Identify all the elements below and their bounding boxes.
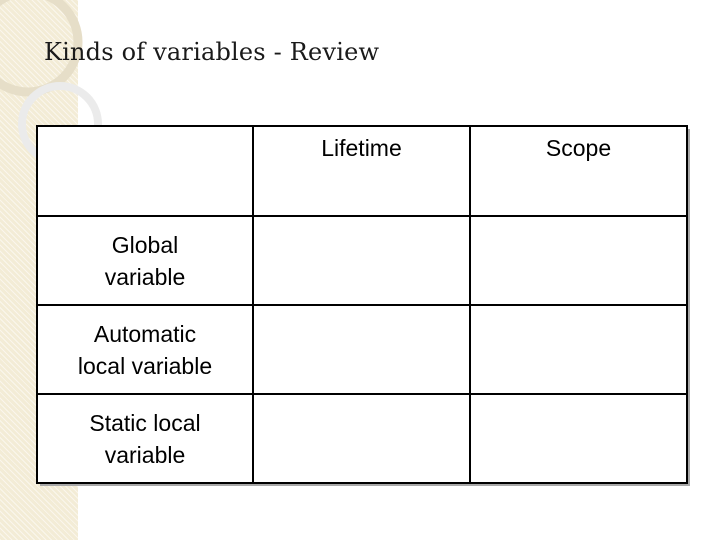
- header-cell-scope: Scope: [470, 126, 687, 216]
- lifetime-cell: [253, 305, 470, 394]
- slide-title: Kinds of variables - Review: [44, 38, 380, 66]
- row-label-cell: [37, 305, 253, 394]
- header-cell-empty: [37, 126, 253, 216]
- lifetime-cell: [253, 394, 470, 483]
- table-row: [37, 216, 687, 305]
- scope-cell: [470, 216, 687, 305]
- variables-table: [36, 125, 688, 484]
- table-header-row: [37, 126, 687, 216]
- header-cell-lifetime: Lifetime: [253, 126, 470, 216]
- table-row: [37, 394, 687, 483]
- scope-cell: [470, 394, 687, 483]
- row-label-cell: [37, 394, 253, 483]
- lifetime-cell: [253, 216, 470, 305]
- row-label-static-local-variable: Static local variable: [89, 409, 201, 468]
- table-row: [37, 305, 687, 394]
- row-label-cell: [37, 216, 253, 305]
- row-label-global-variable: Global variable: [104, 231, 186, 290]
- scope-cell: [470, 305, 687, 394]
- row-label-automatic-local-variable: Automatic local variable: [77, 320, 213, 379]
